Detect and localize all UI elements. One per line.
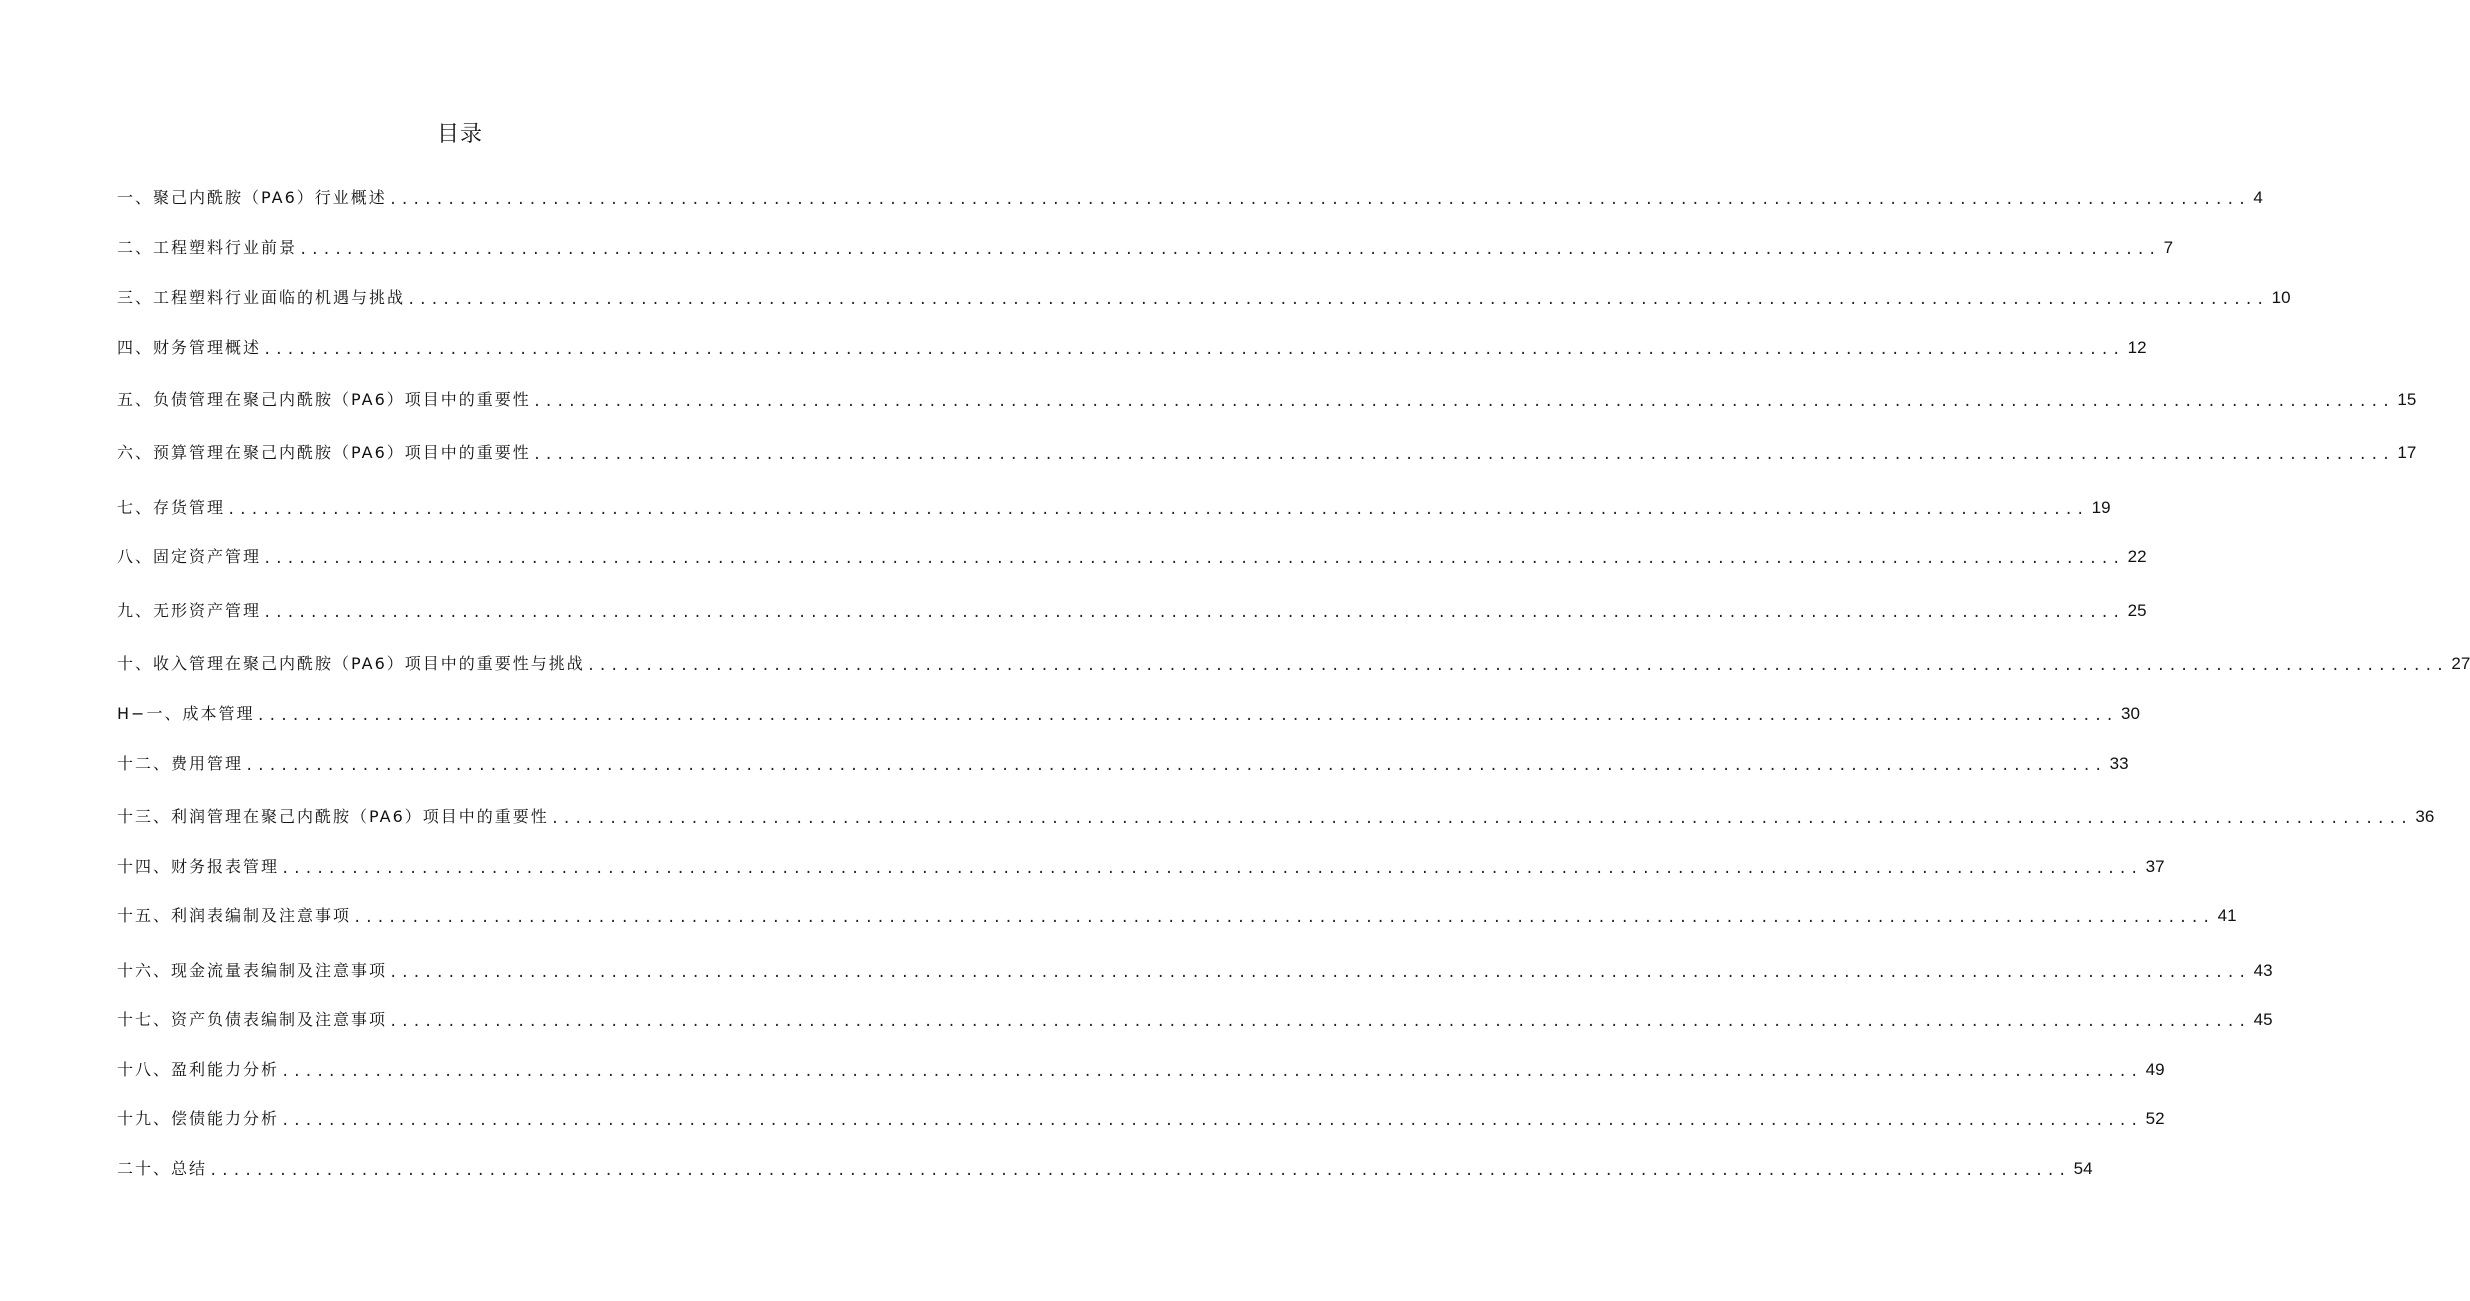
toc-entry-page: 4: [2253, 188, 2263, 207]
toc-dot-leader: ................................................................................................................................................................: [256, 708, 2118, 724]
toc-entry[interactable]: [117, 1057, 2165, 1083]
toc-entry-page: 37: [2145, 857, 2165, 876]
toc-dot-leader: ................................................................................................................................................................: [407, 292, 2268, 308]
toc-entry-label: H−一、成本管理: [117, 704, 255, 723]
toc-entry-label: 十二、费用管理: [117, 754, 244, 773]
toc-dot-leader: ................................................................................................................................................................: [281, 1064, 2142, 1080]
toc-entry-page: 33: [2109, 754, 2129, 773]
toc-dot-leader: ................................................................................................................................................................: [388, 192, 2250, 208]
toc-entry-label: 三、工程塑料行业面临的机遇与挑战: [117, 288, 406, 307]
toc-entry-label: 十、收入管理在聚己内酰胺（PA6）项目中的重要性与挑战: [117, 654, 585, 673]
toc-entry[interactable]: [117, 958, 2273, 984]
toc-entry-label: 十七、资产负债表编制及注意事项: [117, 1010, 388, 1029]
toc-entry[interactable]: [117, 387, 2417, 413]
toc-entry-label: 十三、利润管理在聚己内酰胺（PA6）项目中的重要性: [117, 807, 549, 826]
toc-entry-label: 十五、利润表编制及注意事项: [117, 906, 352, 925]
toc-entry-page: 15: [2397, 390, 2417, 409]
toc-dot-leader: ................................................................................................................................................................: [389, 965, 2250, 981]
toc-entry-page: 43: [2253, 961, 2273, 980]
toc-entry[interactable]: [117, 544, 2147, 570]
toc-entry-page: 25: [2127, 601, 2147, 620]
toc-entry-label: 六、预算管理在聚己内酰胺（PA6）项目中的重要性: [117, 443, 531, 462]
toc-entry-page: 45: [2253, 1010, 2273, 1029]
toc-dot-leader: ................................................................................................................................................................: [263, 342, 2124, 358]
toc-entry-page: 41: [2217, 906, 2237, 925]
toc-dot-leader: ................................................................................................................................................................: [299, 242, 2160, 258]
toc-entry-label: 二、工程塑料行业前景: [117, 238, 298, 257]
toc-title: 目录: [436, 122, 483, 147]
toc-entry[interactable]: [117, 1156, 2093, 1182]
toc-entry-page: 7: [2163, 238, 2174, 257]
toc-entry-page: 30: [2121, 704, 2140, 723]
toc-entry-page: 17: [2397, 443, 2417, 462]
toc-entry-label: 十九、偿债能力分析: [117, 1109, 280, 1128]
toc-entry-label: 七、存货管理: [117, 498, 226, 517]
toc-entry[interactable]: [117, 598, 2147, 624]
toc-entry-label: 五、负债管理在聚己内酰胺（PA6）项目中的重要性: [117, 390, 531, 409]
toc-entry-page: 54: [2073, 1159, 2093, 1178]
toc-entry[interactable]: [117, 285, 2291, 311]
toc-dot-leader: ................................................................................................................................................................: [263, 605, 2124, 621]
toc-entry-page: 19: [2091, 498, 2111, 517]
toc-entry-label: 十四、财务报表管理: [117, 857, 280, 876]
toc-entry-page: 10: [2271, 288, 2291, 307]
toc-entry-label: 二十、总结: [117, 1159, 208, 1178]
toc-dot-leader: ................................................................................................................................................................: [281, 861, 2142, 877]
toc-dot-leader: ................................................................................................................................................................: [532, 447, 2394, 463]
toc-dot-leader: ................................................................................................................................................................: [227, 502, 2088, 518]
toc-entry-page: 52: [2145, 1109, 2165, 1128]
toc-entry-page: 12: [2127, 338, 2147, 357]
toc-dot-leader: ................................................................................................................................................................: [586, 658, 2448, 674]
toc-dot-leader: ................................................................................................................................................................: [353, 910, 2214, 926]
toc-dot-leader: ................................................................................................................................................................: [550, 811, 2412, 827]
toc-entry[interactable]: [117, 854, 2165, 880]
toc-entry[interactable]: [117, 804, 2435, 830]
toc-entry-label: 四、财务管理概述: [117, 338, 262, 357]
toc-dot-leader: ................................................................................................................................................................: [245, 758, 2106, 774]
toc-entry-label: 十六、现金流量表编制及注意事项: [117, 961, 388, 980]
toc-dot-leader: ................................................................................................................................................................: [389, 1014, 2250, 1030]
toc-dot-leader: ................................................................................................................................................................: [209, 1163, 2070, 1179]
toc-entry-label: 八、固定资产管理: [117, 547, 262, 566]
toc-entry[interactable]: [117, 903, 2237, 929]
toc-entry[interactable]: [117, 185, 2263, 211]
toc-entry[interactable]: [117, 235, 2174, 261]
toc-entry-page: 22: [2127, 547, 2147, 566]
toc-dot-leader: ................................................................................................................................................................: [532, 394, 2394, 410]
toc-dot-leader: ................................................................................................................................................................: [281, 1113, 2142, 1129]
toc-entry-label: 十八、盈利能力分析: [117, 1060, 280, 1079]
toc-entry[interactable]: [117, 751, 2129, 777]
toc-entry[interactable]: [117, 701, 2140, 727]
toc-entry[interactable]: [117, 440, 2417, 466]
toc-dot-leader: ................................................................................................................................................................: [263, 551, 2124, 567]
toc-entry[interactable]: [117, 335, 2147, 361]
toc-entry-page: 49: [2145, 1060, 2165, 1079]
toc-entry[interactable]: [117, 495, 2111, 521]
toc-entry-label: 九、无形资产管理: [117, 601, 262, 620]
toc-entry[interactable]: [117, 651, 2470, 677]
toc-entry-page: 36: [2415, 807, 2435, 826]
toc-entry-page: 27: [2451, 654, 2470, 673]
toc-entry[interactable]: [117, 1106, 2165, 1132]
toc-entry[interactable]: [117, 1007, 2273, 1033]
toc-entry-label: 一、聚己内酰胺（PA6）行业概述: [117, 188, 387, 207]
